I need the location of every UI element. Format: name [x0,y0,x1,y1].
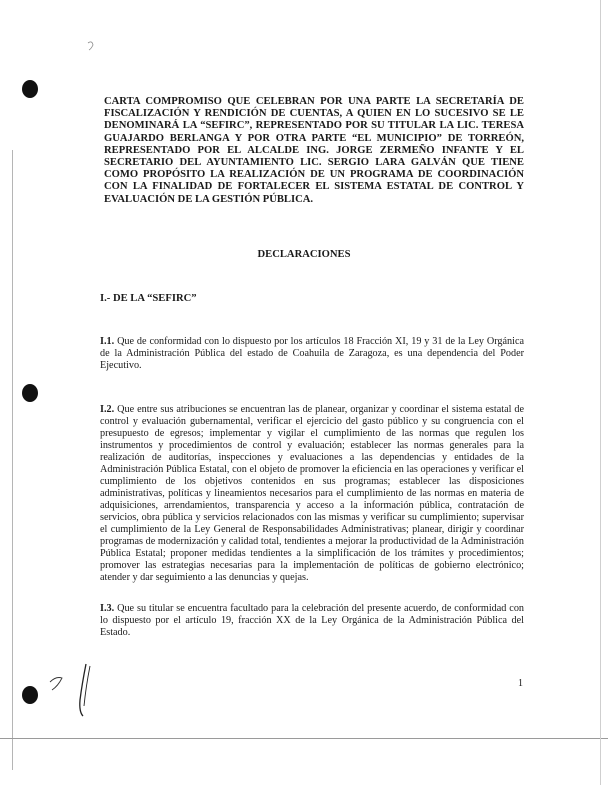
paragraph-i1 [100,336,524,372]
document-title: CARTA COMPROMISO QUE CELEBRAN POR UNA PARTE LA SECRETARÍA DE FISCALIZACIÓN Y RENDICIÓN DE CUENTAS, A QUIEN EN LO SUCESIVO SE LE DENOMINARÁ LA “SEFIRC”, REPRESENTADO POR SU TITULAR LA LIC. TERESA GUAJARDO BERLANGA Y POR OTRA PARTE “EL MUNICIPIO” DE TORREÓN, REPRESENTADO POR EL ALCALDE ING. JORGE ZERMEÑO INFANTE Y EL SECRETARIO DEL AYUNTAMIENTO LIC. SERGIO LARA GALVÁN QUE TIENE COMO PROPÓSITO LA REALIZACIÓN DE UN PROGRAMA DE COORDINACIÓN CON LA FINALIDAD DE FORTALECER EL SISTEMA ESTATAL DE CONTROL Y EVALUACIÓN DE LA GESTIÓN PÚBLICA. [104,96,524,205]
punch-hole-top [22,80,38,98]
paragraph-text: Que su titular se encuentra facultado para la celebración del presente acuerdo, de conformidad con lo dispuesto por el artículo 19, fracción XX de la Ley Orgánica de la Administración Pública del Estado. [100,603,525,638]
right-edge-line [600,0,601,785]
paragraph-text: Que de conformidad con lo dispuesto por los artículos 18 Fracción XI, 19 y 31 de la Ley Orgánica de la Administración Pública del estado de Coahuila de Zaragoza, es una dependencia del Poder Ejecutivo. [100,336,525,371]
paragraph-text: Que entre sus atribuciones se encuentran las de planear, organizar y coordinar el sistema estatal de control y evaluación gubernamental, verificar el ejercicio del gasto público y su congruencia con el presupuesto de egresos; implementar y vigilar el cumplimiento de las normas que regulen los instrumentos y procedimientos de control y evaluación; establecer las normas generales para la realización de auditorías, inspecciones y evaluaciones a las dependencias y entidades de la Administración Pública Estatal, con el objeto de promover la eficiencia en las operaciones y verificar el cumplimiento de los objetivos contenidos en sus programas; establecer las disposiciones administrativas, políticas y lineamientos necesarios para el cumplimiento de las normas en materia de adquisiciones, arrendamientos, transparencia y acceso a la información pública, contratación de servicios, obra pública y servicios relacionados con las mismas y verificar su cumplimiento; supervisar el cumplimiento de la Ley General de Responsabilidades Administrativas; planear, dirigir y coordinar programas de modernización y calidad total, tendientes a mejorar la productividad de la Administración Pública Estatal; proponer medidas tendientes a la simplificación de los trámites y procedimientos; promover las estrategias necesarias para la implementación de políticas de gobierno electrónico; atender y dar seguimiento a las denuncias y quejas. [100,404,525,583]
left-margin-line [12,150,13,770]
handwritten-signature-mark [46,660,106,720]
stray-mark [86,40,96,52]
section-heading: DECLARACIONES [257,249,351,260]
punch-hole-middle [22,384,38,402]
paragraph-i2 [100,404,524,584]
subheading: I.- DE LA “SEFIRC” [100,293,197,304]
punch-hole-bottom [22,686,38,704]
paragraph-number: I.1. [100,336,115,347]
bottom-edge-line [0,738,608,739]
page-number: 1 [518,678,523,689]
paragraph-i3 [100,603,524,639]
paragraph-number: I.3. [100,603,115,614]
paragraph-number: I.2. [100,404,115,415]
